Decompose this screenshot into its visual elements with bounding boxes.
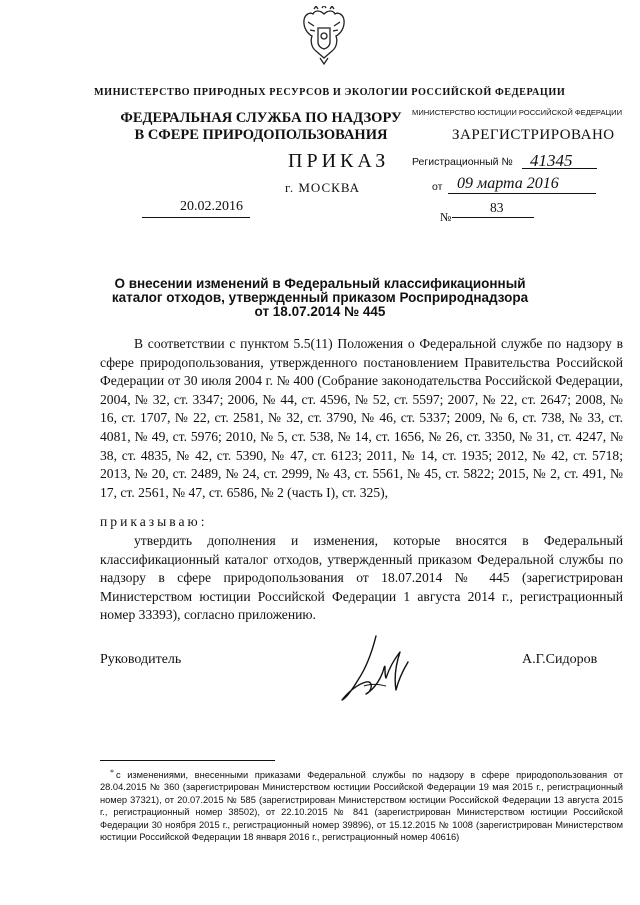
ministry-name: МИНИСТЕРСТВО ПРИРОДНЫХ РЕСУРСОВ И ЭКОЛОГИИ РОССИЙСКОЙ ФЕДЕРАЦИИ [94,87,566,98]
stamp-reg-number: 41345 [530,151,573,170]
stamp-date-underline [448,193,596,194]
document-date: 20.02.2016 [180,199,243,214]
stamp-date-value: 09 марта 2016 [457,175,559,192]
stamp-date-label: от [432,181,443,193]
title-line2: каталог отходов, утвержденный приказом Росприроднадзора [111,290,529,305]
document-city: г. МОСКВА [285,180,361,195]
title-line3: от 18.07.2014 № 445 [254,304,386,319]
handwritten-signature [336,632,416,704]
document-title [0,277,640,319]
footnote-marker: * [110,768,114,777]
order-paragraph: утвердить дополнения и изменения, которые вносятся в Федеральный классификационный каталог отходов, утвержденный приказом Федеральной службы по надзору в сфере природопользования от 18.07.2014 № 445 (зарегистрирован Министерством юстиции Российской Федерации 1 августа 2014 г., регистрационный номер 33393), согласно приложению. [100,533,623,623]
number-label: № [440,210,452,224]
footnote-text: с изменениями, внесенными приказами Федеральной службы по надзору в сфере природопользования от 28.04.2015 № 360 (зарегистрирован Министерством юстиции Российской Федерации 19 мая 2015 г., регистрационный номер 37321), от 20.07.2015 № 585 (зарегистрирован Министерством юстиции Российской Федерации 13 августа 2015 г., регистрационный номер 38502), от 22.10.2015 № 841 (зарегистрирован Министерством юстиции Российской Федерации 30 ноября 2015 г., регистрационный номер 39896), от 15.12.2015 № 1008 (зарегистрирован Министерством юстиции Российской Федерации 18 января 2016 г., регистрационный номер 40616) [100,770,623,843]
signatory-position: Руководитель [100,652,182,667]
preamble-paragraph: В соответствии с пунктом 5.5(11) Положения о Федеральной службе по надзору в сфере природопользования, утвержденного постановлением Правительства Российской Федерации от 30 июля 2004 г. № 400 (Собрание законодательства Российской Федерации, 2004, № 32, ст. 3347; 2006, № 44, ст. 4596, № 52, ст. 5597; 2007, № 22, ст. 2647; 2008, № 16, ст. 1707, № 22, ст. 2581, № 32, ст. 3790, № 46, ст. 5337; 2009, № 6, ст. 738, № 33, ст. 4081, № 49, ст. 5976; 2010, № 5, ст. 538, № 14, ст. 1656, № 26, ст. 3350, № 31, ст. 4247, № 38, ст. 4835, № 42, ст. 5390, № 47, ст. 6123; 2011, № 14, ст. 1935; 2012, № 42, ст. 5718; 2013, № 20, ст. 2489, № 24, ст. 2999, № 43, ст. 5561, № 45, ст. 5822; 2015, № 2, ст. 491, № 17, ст. 2561, № 47, ст. 6586, № 2 (часть I), ст. 325), [100,336,623,500]
number-underline [452,217,534,218]
coat-of-arms-emblem [300,6,348,66]
signatory-name: А.Г.Сидоров [522,652,598,667]
document-type: ПРИКАЗ [288,150,390,172]
stamp-status: ЗАРЕГИСТРИРОВАНО [452,127,615,143]
footnote-divider [100,760,275,761]
service-name-line2: В СФЕРЕ ПРИРОДОПОЛЬЗОВАНИЯ [134,127,388,143]
stamp-reg-label: Регистрационный № [412,156,513,168]
document-number: 83 [490,200,504,215]
order-word: приказываю: [100,514,208,529]
date-underline [142,217,250,218]
stamp-ministry: МИНИСТЕРСТВО ЮСТИЦИИ РОССИЙСКОЙ ФЕДЕРАЦИИ [412,108,623,117]
service-name-line1: ФЕДЕРАЛЬНАЯ СЛУЖБА ПО НАДЗОРУ [120,110,402,126]
title-line1: О внесении изменений в Федеральный классификационный [114,276,526,291]
stamp-reg-underline [522,168,597,169]
registration-stamp [412,105,623,200]
